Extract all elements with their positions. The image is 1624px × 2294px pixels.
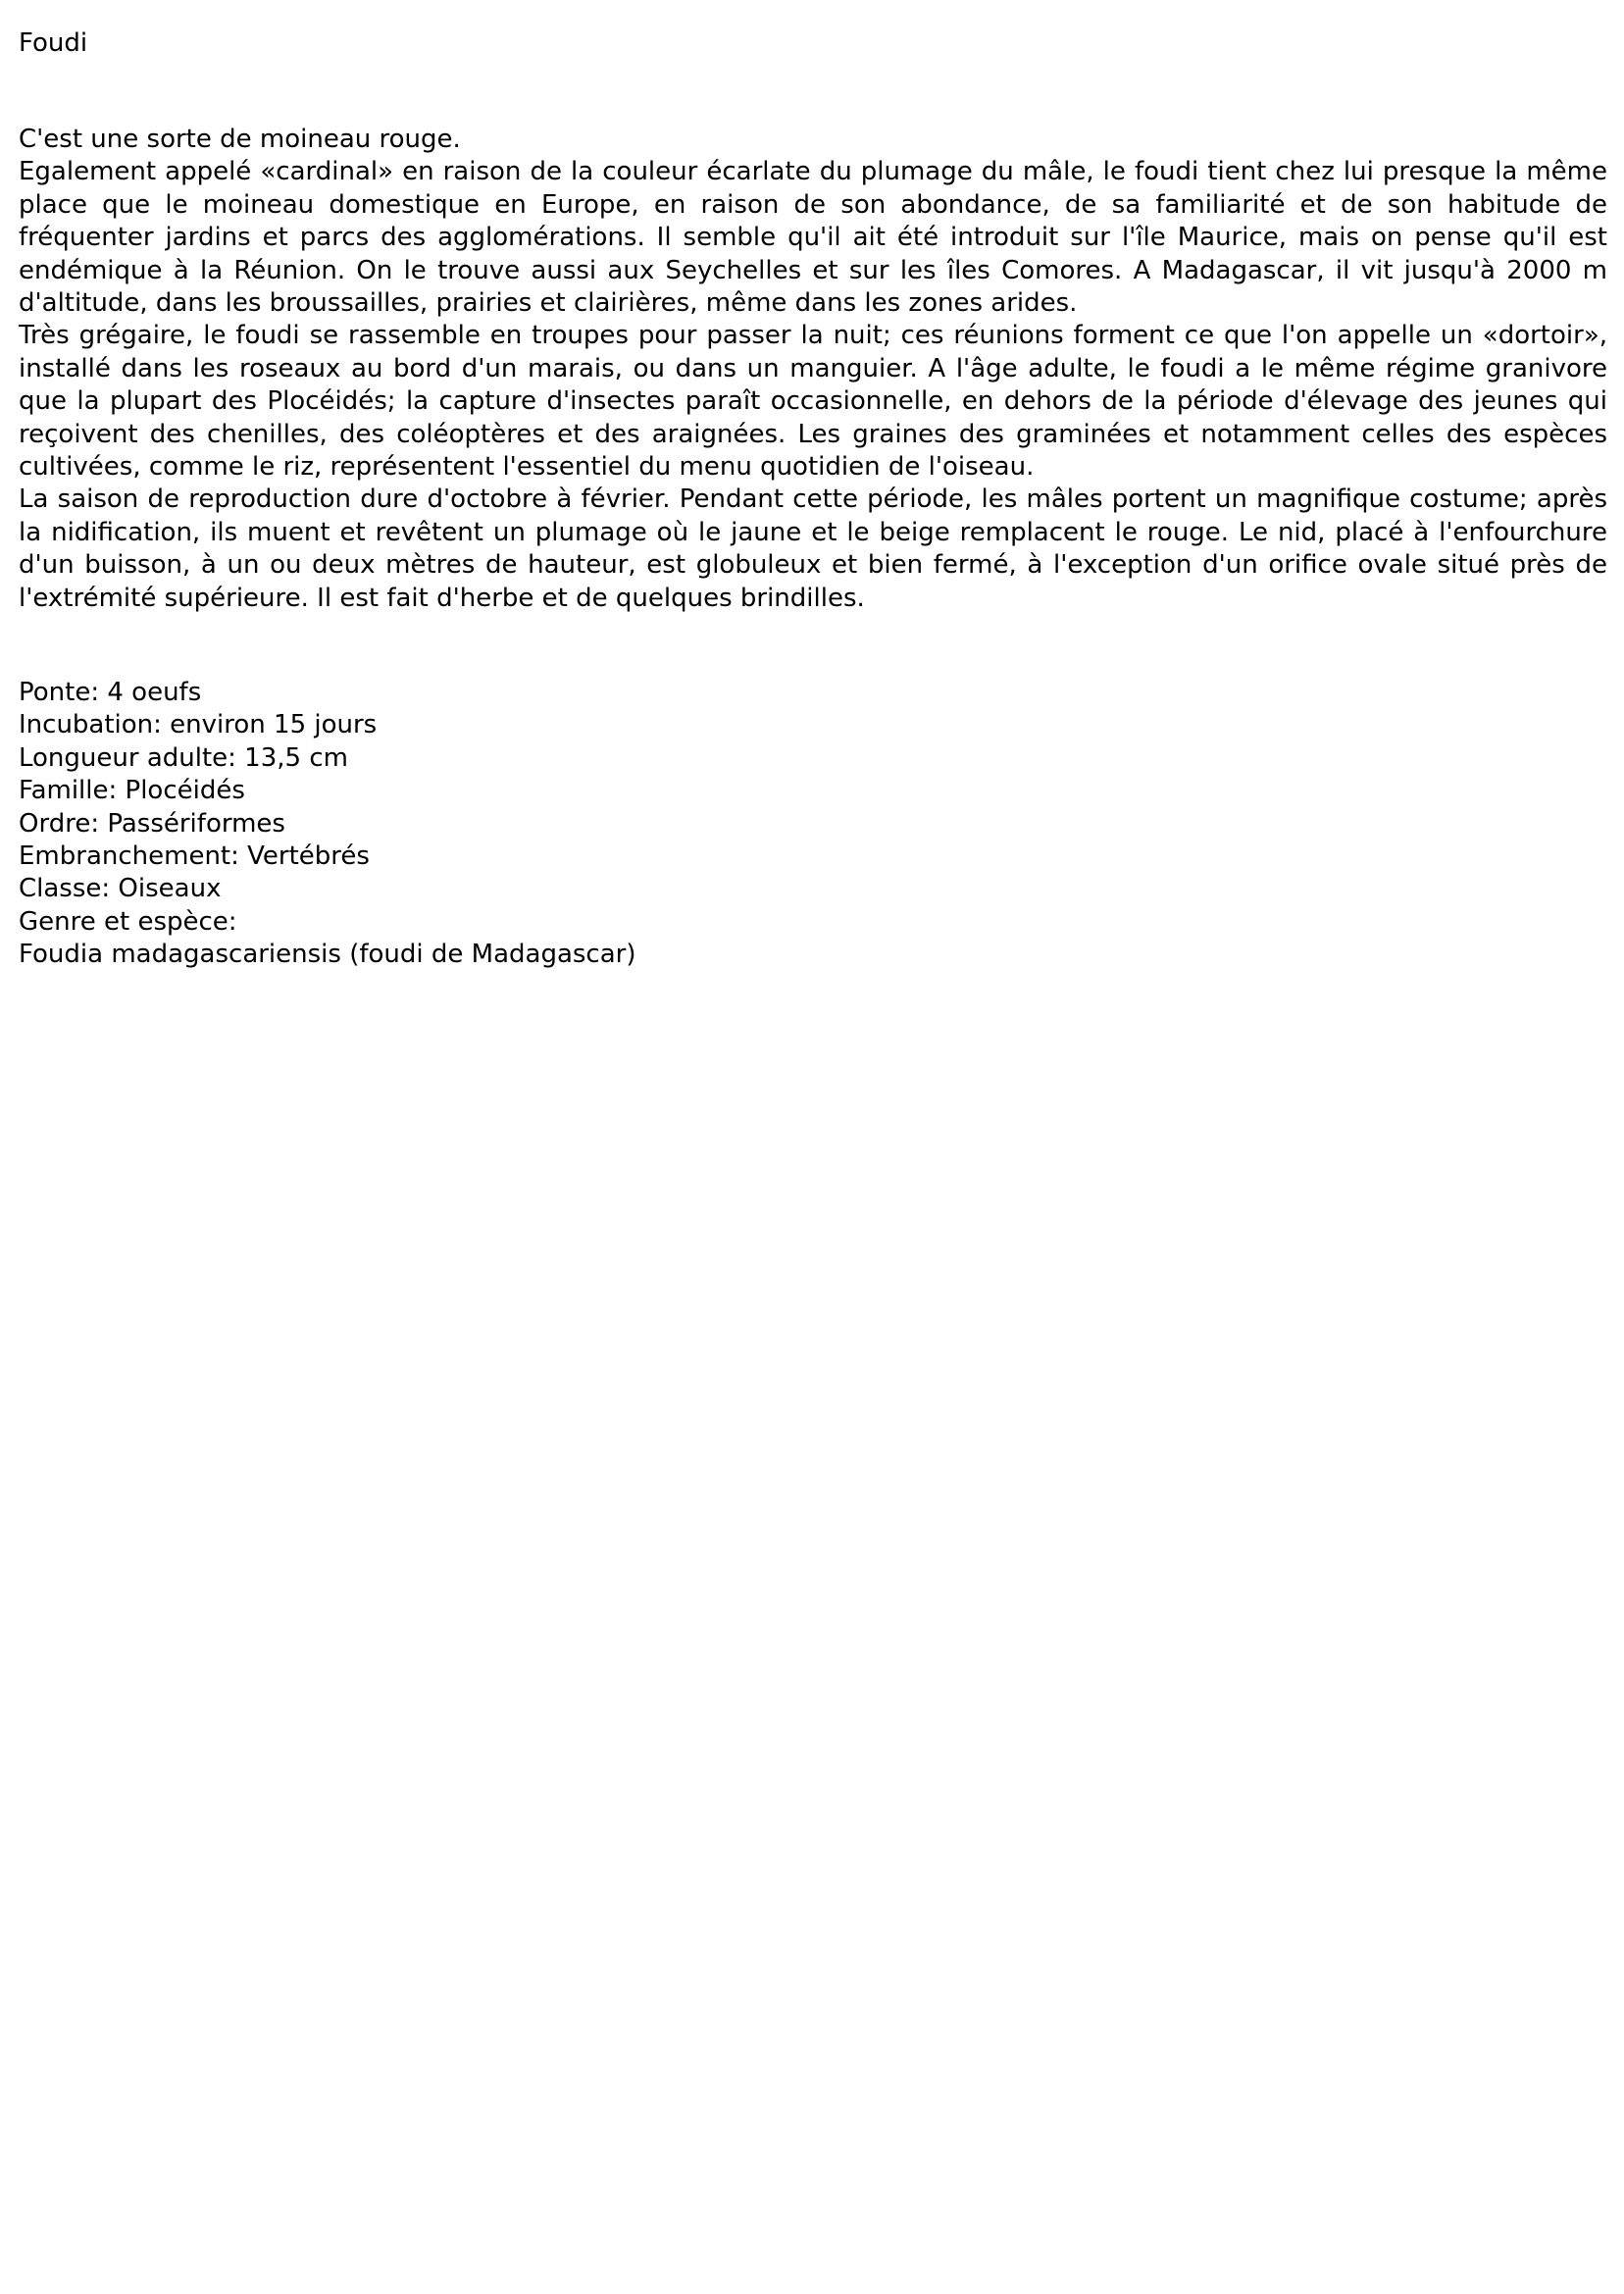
fact-famille: Famille: Plocéidés (19, 776, 245, 806)
fact-genre-label: Genre et espèce: (19, 906, 237, 937)
paragraph-behavior: Très grégaire, le foudi se rassemble en troupes pour passer la nuit; ces réunions forment ce que l'on appelle un «dortoir», installé dans les roseaux au bord d'un marais, ou dans un manguier. A l'âge adulte, le foudi a le même régime granivore que la plupart des Plocéidés; la capture d'insectes paraît occasionnelle, en dehors de la période d'élevage des jeunes qui reçoivent des chenilles, des coléoptères et des araignées. Les graines des graminées et notamment celles des espèces cultivées, comme le riz, représentent l'essentiel du menu quotidien de l'oiseau. (19, 321, 1607, 483)
facts-list (19, 677, 636, 972)
paragraph-reproduction: La saison de reproduction dure d'octobre à février. Pendant cette période, les mâles portent un magnifique costume; après la nidification, ils muent et revêtent un plumage où le jaune et le beige remplacent le rouge. Le nid, placé à l'enfourchure d'un buisson, à un ou deux mètres de hauteur, est globuleux et bien fermé, à l'exception d'un orifice ovale situé près de l'extrémité supérieure. Il est fait d'herbe et de quelques brindilles. (19, 484, 1607, 613)
paragraph-intro: C'est une sorte de moineau rouge. (19, 125, 461, 154)
fact-ponte: Ponte: 4 oeufs (19, 678, 202, 707)
fact-ordre: Ordre: Passériformes (19, 808, 285, 839)
fact-longueur: Longueur adulte: 13,5 cm (19, 742, 348, 773)
fact-classe: Classe: Oiseaux (19, 874, 222, 904)
fact-embranchement: Embranchement: Vertébrés (19, 841, 370, 872)
paragraph-description: Egalement appelé «cardinal» en raison de la couleur écarlate du plumage du mâle, le foudi tient chez lui presque la même place que le moineau domestique en Europe, en raison de son abondance, de sa familiarité et de son habitude de fréquenter jardins et parcs des agglomérations. Il semble qu'il ait été introduit sur l'île Maurice, mais on pense qu'il est endémique à la Réunion. On le trouve aussi aux Seychelles et sur les îles Comores. A Madagascar, il vit jusqu'à 2000 m d'altitude, dans les broussailles, prairies et clairières, même dans les zones arides. (19, 157, 1607, 319)
fact-genre-value: Foudia madagascariensis (foudi de Madagascar) (19, 940, 636, 970)
body-text (19, 124, 1607, 615)
page-title: Foudi (19, 28, 88, 58)
fact-incubation: Incubation: environ 15 jours (19, 710, 378, 740)
